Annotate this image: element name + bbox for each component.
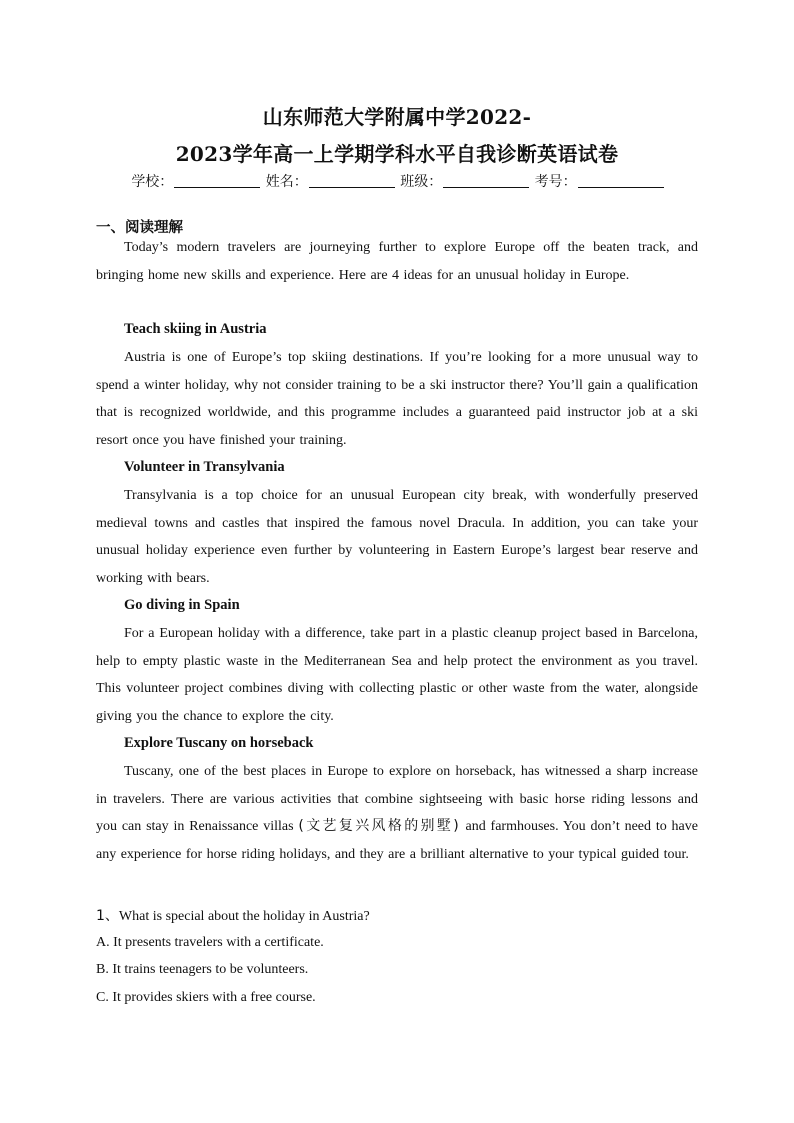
tuscany-text-after: and farmhouses. You don’t need to have any experience for horse riding holidays, and they are a brilliant alternative to your typical guided tour. [96, 819, 698, 862]
part-text-austria: Austria is one of Europe’s top skiing destinations. If you’re looking for a more unusual way to spend a winter holiday, why not consider training to be a ski instructor there? You’ll gain a qualification that is recognized worldwide, and this programme includes a guaranteed paid instructor job at a ski resort once you have finished your training. [96, 350, 698, 448]
question-stem-text: What is special about the holiday in Austria? [118, 909, 370, 924]
school-label: 学校： [131, 174, 174, 190]
exam-title-line-2: 2023学年高一上学期学科水平自我诊断英语试卷 [175, 142, 619, 166]
question-1-stem [96, 905, 370, 925]
intro-paragraph: Today’s modern travelers are journeying further to explore Europe off the beaten track, and bringing home new skills and experience. Here are 4 ideas for an unusual holiday in Europe. [96, 240, 698, 283]
part-heading-transylvania: Volunteer in Transylvania [124, 459, 285, 475]
part-heading-spain: Go diving in Spain [124, 597, 240, 613]
name-blank[interactable] [309, 173, 395, 188]
section-title: 一、阅读理解 [96, 220, 183, 236]
tuscany-text-before: Tuscany, one of the best places in Europe to explore on horseback, has witnessed a sharp increase in travelers. There are various activities that combine sightseeing with basic horse riding lessons and you can stay in Renaissance villas [96, 764, 698, 834]
tuscany-chinese-gloss: (文艺复兴风格的别墅) [298, 818, 461, 834]
class-label: 班级： [400, 174, 443, 190]
student-info-line [0, 171, 794, 191]
part-text-tuscany [96, 758, 698, 868]
question-number: 1、 [96, 908, 119, 924]
part-heading-tuscany: Explore Tuscany on horseback [124, 735, 314, 751]
exam-number-blank[interactable] [578, 173, 664, 188]
class-blank[interactable] [443, 173, 529, 188]
option-a[interactable]: A. It presents travelers with a certificate. [96, 935, 324, 950]
part-text-transylvania: Transylvania is a top choice for an unusual European city break, with wonderfully preserved medieval towns and castles that inspired the famous novel Dracula. In addition, you can take your unusual holiday experience even further by volunteering in Eastern Europe’s largest bear reserve and working with bears. [96, 488, 698, 586]
exam-number-label: 考号： [534, 174, 577, 190]
part-text-spain: For a European holiday with a difference, take part in a plastic cleanup project based in Barcelona, help to empty plastic waste in the Mediterranean Sea and help protect the environment as you travel. This volunteer project combines diving with collecting plastic or other waste from the water, alongside giving you the chance to explore the city. [96, 626, 698, 724]
option-b[interactable]: B. It trains teenagers to be volunteers. [96, 962, 309, 977]
exam-title-line-1: 山东师范大学附属中学2022- [262, 105, 532, 129]
option-c[interactable]: C. It provides skiers with a free course. [96, 990, 316, 1005]
school-blank[interactable] [174, 173, 260, 188]
part-heading-austria: Teach skiing in Austria [124, 321, 267, 337]
name-label: 姓名： [265, 174, 308, 190]
